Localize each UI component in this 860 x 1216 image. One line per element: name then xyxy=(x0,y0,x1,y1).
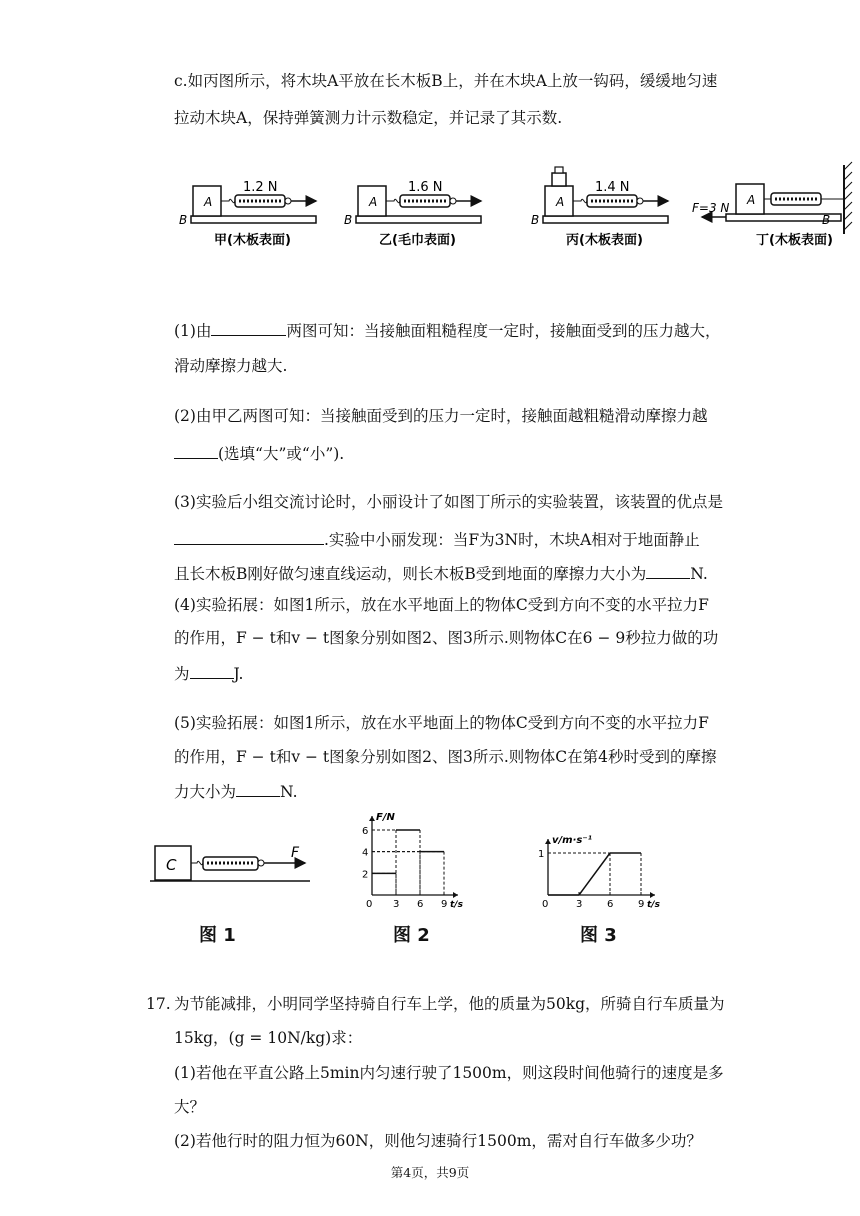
x-axis-label: t/s xyxy=(450,900,463,910)
q4-line-1: (4)实验拓展：如图1所示，放在水平地面上的物体C受到方向不变的水平拉力F xyxy=(174,596,709,614)
data-segment xyxy=(579,853,610,895)
figure-1-label: 图 1 xyxy=(199,925,236,946)
y-tick-label: 2 xyxy=(362,869,369,881)
y-axis-label: F/N xyxy=(376,812,395,823)
q5-line-3 xyxy=(174,780,298,802)
ding-caption: 丁(木板表面) xyxy=(756,233,833,248)
q5-line-2: 的作用，F − t和v − t图象分别如图2、图3所示.则物体C在第4秒时受到的摩擦 xyxy=(174,748,717,766)
q3-line-1: (3)实验后小组交流讨论时，小丽设计了如图丁所示的实验装置，该装置的优点是 xyxy=(174,493,723,511)
y-tick-label: 4 xyxy=(362,847,369,859)
q3-text-3b: N. xyxy=(690,565,708,583)
answer-blank[interactable] xyxy=(211,319,286,336)
setup-ding xyxy=(692,162,852,248)
q2-line-2 xyxy=(174,442,344,464)
x-tick-label: 6 xyxy=(417,899,424,910)
q1-text-b: 两图可知：当接触面粗糙程度一定时，接触面受到的压力越大， xyxy=(286,322,721,340)
answer-blank[interactable] xyxy=(174,528,324,545)
figure-3-label: 图 3 xyxy=(580,925,617,946)
x-tick-label: 9 xyxy=(638,899,645,910)
x-tick-label: 3 xyxy=(393,899,400,910)
y-axis-arrow xyxy=(369,816,375,821)
answer-blank[interactable] xyxy=(236,780,280,797)
force-f-label: F xyxy=(291,845,300,861)
q1-line-2: 滑动摩擦力越大. xyxy=(174,357,288,375)
intro-line-1: c.如丙图所示，将木块A平放在长木板B上，并在木块A上放一钩码，缓缓地匀速 xyxy=(174,72,718,90)
ding-force: F=3 N xyxy=(692,201,730,215)
answer-blank[interactable] xyxy=(646,562,690,579)
q3-line-3 xyxy=(174,562,708,584)
q1-line-1 xyxy=(174,319,720,341)
q4-line-3 xyxy=(174,662,243,684)
setup-jia xyxy=(179,180,316,248)
block-c-label: C xyxy=(166,856,177,874)
jia-reading: 1.2 N xyxy=(243,180,278,195)
setup-yi xyxy=(344,180,481,248)
q5-text-3b: N. xyxy=(280,783,298,801)
y-tick-label: 6 xyxy=(362,826,369,837)
q4-line-2: 的作用，F − t和v − t图象分别如图2、图3所示.则物体C在6 − 9秒拉力做的功 xyxy=(174,629,719,647)
x-tick-label: 9 xyxy=(441,899,448,910)
q2-line-1: (2)由甲乙两图可知：当接触面受到的压力一定时，接触面越粗糙滑动摩擦力越 xyxy=(174,407,708,425)
yi-caption: 乙(毛巾表面) xyxy=(379,233,456,248)
block-a-label: A xyxy=(369,195,378,209)
answer-blank[interactable] xyxy=(174,442,218,459)
q4-text-3a: 为 xyxy=(174,665,190,683)
friction-apparatus-figure xyxy=(176,160,856,260)
hook-weight xyxy=(552,173,566,186)
q3-text-3a: 且长木板B刚好做匀速直线运动，则长木板B受到地面的摩擦力大小为 xyxy=(174,565,647,583)
q1-text-a: (1)由 xyxy=(174,322,212,340)
q17-line-5: (2)若他行时的阻力恒为60N，则他匀速骑行1500m，需对自行车做多少功？ xyxy=(174,1132,702,1150)
figure-1-block-spring xyxy=(150,840,320,890)
block-a-label: A xyxy=(556,195,565,209)
board-b-label: B xyxy=(179,213,188,227)
x-tick-label: 0 xyxy=(542,899,549,910)
figure-2-label: 图 2 xyxy=(393,925,430,946)
x-tick-label: 6 xyxy=(607,899,614,910)
intro-line-2: 拉动木块A，保持弹簧测力计示数稳定，并记录了其示数. xyxy=(174,109,563,127)
setup-bing xyxy=(531,167,668,248)
x-axis-arrow xyxy=(453,892,458,898)
q17-line-2: 15kg，(g = 10N/kg)求： xyxy=(174,1029,363,1047)
block-a-label: A xyxy=(747,193,756,207)
q4-text-3b: J. xyxy=(233,665,244,683)
q17-line-4: 大？ xyxy=(174,1098,206,1116)
board-b-label: B xyxy=(531,213,540,227)
q3-text-2: .实验中小丽发现：当F为3N时，木块A相对于地面静止 xyxy=(324,531,700,549)
q5-text-3a: 力大小为 xyxy=(174,783,237,801)
page-footer: 第4页，共9页 xyxy=(390,1165,470,1180)
y-axis-arrow xyxy=(545,839,551,844)
x-axis-label: t/s xyxy=(647,900,660,910)
x-tick-label: 0 xyxy=(366,899,373,910)
figure-3-velocity-time-chart xyxy=(530,812,680,912)
q17-line-1: 为节能减排，小明同学坚持骑自行车上学，他的质量为50kg，所骑自行车质量为 xyxy=(174,995,725,1013)
board-b-label: B xyxy=(344,213,353,227)
y-tick-label: 1 xyxy=(538,849,545,860)
q5-line-1: (5)实验拓展：如图1所示，放在水平地面上的物体C受到方向不变的水平拉力F xyxy=(174,714,709,732)
figure-2-force-time-chart xyxy=(358,812,488,912)
q3-line-2 xyxy=(174,528,700,550)
answer-blank[interactable] xyxy=(190,662,234,679)
q17-line-3: (1)若他在平直公路上5min内匀速行驶了1500m，则这段时间他骑行的速度是多 xyxy=(174,1064,724,1082)
bing-reading: 1.4 N xyxy=(595,180,630,195)
yi-reading: 1.6 N xyxy=(408,180,443,195)
block-a-label: A xyxy=(204,195,213,209)
q2-text: (选填“大”或“小”). xyxy=(218,445,345,463)
x-axis-arrow xyxy=(650,892,655,898)
jia-caption: 甲(木板表面) xyxy=(214,233,291,248)
bing-caption: 丙(木板表面) xyxy=(566,233,643,248)
question-17-number: 17. xyxy=(146,995,171,1013)
x-tick-label: 3 xyxy=(576,899,583,910)
board-b-label: B xyxy=(822,213,831,227)
y-axis-label: v/m·s⁻¹ xyxy=(552,835,592,846)
